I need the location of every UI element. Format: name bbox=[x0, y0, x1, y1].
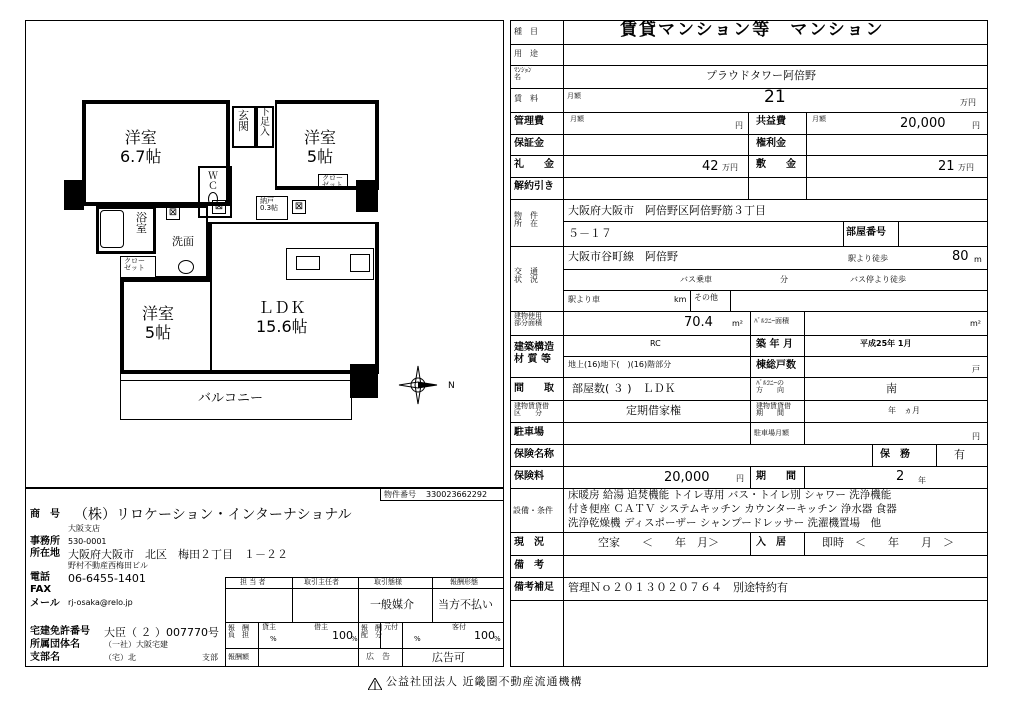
pillar bbox=[64, 180, 84, 210]
rent-label: 賃 料 bbox=[514, 94, 538, 103]
guarantor-req-label: 保 務 bbox=[880, 449, 910, 460]
ad-label: 広 告 bbox=[366, 652, 390, 661]
renter-pct: 100 bbox=[332, 629, 353, 642]
kyakuzuke-pct-sign: % bbox=[494, 635, 501, 643]
tel-label: 電話 bbox=[30, 572, 50, 583]
walk-unit: m bbox=[974, 255, 982, 264]
association-logo-icon bbox=[368, 675, 382, 687]
bus-min: 分 bbox=[780, 275, 788, 284]
parking-fee-label: 駐車場月額 bbox=[754, 429, 789, 437]
washroom-label: 洗面 bbox=[172, 235, 194, 248]
type-label: 種 目 bbox=[514, 27, 538, 36]
bath-label: 浴 室 bbox=[136, 211, 147, 235]
balcony-area-label: ﾊﾞﾙｺﾆｰ面積 bbox=[754, 317, 789, 325]
remarks2: 管理Ｎｏ２０１３０２０７６４ 別途特約有 bbox=[568, 581, 788, 594]
address-2: 野村不動産西梅田ビル bbox=[68, 561, 148, 570]
fax-label: FAX bbox=[30, 584, 52, 595]
washbasin-icon bbox=[178, 260, 194, 274]
rent-unit: 万円 bbox=[960, 98, 976, 107]
renter-pct-sign: % bbox=[351, 635, 358, 643]
car-unit: km bbox=[674, 295, 687, 304]
address-1: 大阪府大阪市 北区 梅田２丁目 １－２２ bbox=[68, 548, 288, 561]
tel[interactable]: 06-6455-1401 bbox=[68, 572, 146, 585]
insurance-label: 保険料 bbox=[514, 471, 544, 482]
room-label-2: 洋室 5帖 bbox=[304, 128, 337, 167]
lease-period: 年 ヵ月 bbox=[888, 406, 920, 415]
compass-n: N bbox=[448, 381, 455, 391]
insurance-unit: 円 bbox=[736, 474, 744, 483]
units-unit: 戸 bbox=[972, 365, 980, 374]
kyakuzuke-label: 客付 bbox=[452, 623, 466, 631]
period-unit: 年 bbox=[918, 476, 926, 485]
mgmt-label: 管理費 bbox=[514, 116, 544, 127]
reward: 当方不払い bbox=[438, 598, 493, 611]
insurance: 20,000 bbox=[664, 470, 710, 485]
walk: 80 bbox=[952, 249, 969, 264]
status: 空家 ＜ 年 月＞ bbox=[598, 536, 719, 549]
layout-label: 間 取 bbox=[514, 383, 554, 394]
common-monthly: 月額 bbox=[812, 115, 826, 123]
rent: 21 bbox=[764, 87, 786, 107]
pillar bbox=[356, 180, 378, 212]
vent-icon: ⊠ bbox=[292, 200, 306, 214]
transit-label: 交 通 状 況 bbox=[514, 267, 538, 284]
car-label: 駅より車 bbox=[568, 295, 600, 304]
location-1: 大阪府大阪市 阿倍野区阿倍野筋３丁目 bbox=[568, 204, 766, 217]
room-no-label: 部屋番号 bbox=[846, 227, 886, 238]
vent-icon: ⊠ bbox=[212, 200, 226, 214]
fee-label: 報酬額 bbox=[228, 653, 249, 661]
bus-label: バス乗車 bbox=[680, 275, 712, 284]
shikikin: 21 bbox=[938, 159, 955, 174]
mgmt-unit: 円 bbox=[735, 121, 743, 130]
manager-label: 取引主任者 bbox=[304, 578, 339, 586]
closet2-label: クロー ゼット bbox=[322, 174, 343, 189]
storage-label: 納戸 0.3帖 bbox=[260, 197, 279, 212]
reikin-label: 礼 金 bbox=[514, 159, 554, 170]
address-label: 所在地 bbox=[30, 548, 60, 559]
deal-type-label: 取引態様 bbox=[374, 578, 402, 586]
remarks-label: 備 考 bbox=[514, 560, 544, 571]
dist-label: 報 酬 配 分 bbox=[361, 624, 382, 639]
building-name: プラウドタワー阿倍野 bbox=[706, 69, 816, 82]
area: 70.4 bbox=[684, 315, 713, 330]
name-label: ﾏﾝｼｮﾝ 名 bbox=[514, 66, 532, 81]
period-label: 期 間 bbox=[756, 471, 796, 482]
deal-type: 一般媒介 bbox=[370, 598, 414, 611]
line: 大阪市谷町線 阿倍野 bbox=[568, 250, 678, 263]
assoc-label: 所属団体名 bbox=[30, 639, 80, 650]
postal: 530-0001 bbox=[68, 537, 107, 546]
reward-label: 報酬形態 bbox=[450, 578, 478, 586]
facilities-3: 洗浄乾燥機 ディスポーザー シャンプードレッサー 洗濯機置場 他 bbox=[568, 517, 882, 529]
remarks2-label: 備考補足 bbox=[514, 582, 554, 593]
wc-label: Ｗ Ｃ bbox=[208, 171, 218, 192]
lender-label: 貸主 bbox=[262, 623, 276, 631]
structure: RC bbox=[650, 339, 661, 348]
balcony-area-unit: m² bbox=[970, 319, 981, 328]
branch: 大阪支店 bbox=[68, 524, 100, 533]
ldk-label: ＬＤＫ 15.6帖 bbox=[256, 298, 308, 337]
property-no: 330023662292 bbox=[426, 490, 488, 499]
shikikin-label: 敷 金 bbox=[756, 159, 796, 170]
renter-label: 借主 bbox=[314, 623, 328, 631]
getabako-label: 下 足 入 bbox=[260, 107, 270, 138]
ad-value: 広告可 bbox=[432, 651, 465, 664]
facilities-label: 設備・条件 bbox=[513, 506, 553, 515]
guarantor-req: 有 bbox=[954, 448, 965, 461]
movein-label: 入 居 bbox=[756, 537, 786, 548]
motozuke-pct: % bbox=[414, 635, 421, 643]
type: 賃貸マンション等 マンション bbox=[620, 20, 885, 40]
closet1-label: クロー ゼット bbox=[124, 257, 145, 272]
license: 大臣（ ２ ）007770号 bbox=[104, 626, 219, 639]
floorplan bbox=[60, 88, 390, 428]
trade-name: （株）リロケーション・インターナショナル bbox=[74, 507, 352, 523]
room-label-1: 洋室 6.7帖 bbox=[120, 128, 162, 167]
kitchen-sink bbox=[296, 256, 320, 270]
other-label: その他 bbox=[694, 293, 718, 302]
property-no-label: 物件番号 bbox=[384, 490, 416, 499]
facilities-2: 付き便座 ＣＡＴＶ システムキッチン カウンターキッチン 浄水器 食器 bbox=[568, 503, 897, 515]
deposit-label: 保証金 bbox=[514, 138, 544, 149]
location-2: ５－１７ bbox=[568, 227, 612, 240]
trade-name-label: 商 号 bbox=[30, 509, 60, 520]
use-label: 用 途 bbox=[514, 49, 538, 58]
footer: 公益社団法人 近畿圏不動産流通機構 bbox=[386, 675, 583, 688]
assoc: （一社）大阪宅建 bbox=[104, 640, 168, 649]
kenrikin-label: 権利金 bbox=[756, 138, 786, 149]
lease-type: 定期借家権 bbox=[626, 404, 681, 417]
pillar bbox=[350, 364, 378, 398]
kyakuzuke-pct: 100 bbox=[474, 629, 495, 642]
genkan-label: 玄 関 bbox=[238, 109, 249, 133]
compass-icon bbox=[396, 360, 446, 410]
lease-period-label: 建物賃貸借 期 間 bbox=[756, 402, 791, 417]
reikin: 42 bbox=[702, 159, 719, 174]
guarantor-label: 保険名称 bbox=[514, 449, 554, 460]
area-label: 建物使用 部分面積 bbox=[514, 312, 542, 327]
branch-name: （宅）北 bbox=[104, 653, 136, 662]
bus-walk-label: バス停より徒歩 bbox=[850, 275, 906, 284]
movein: 即時 ＜ 年 月 ＞ bbox=[822, 536, 954, 549]
reward-share-label: 報 酬 負 担 bbox=[228, 624, 249, 639]
mail[interactable]: rj-osaka@relo.jp bbox=[68, 598, 133, 607]
branch-name-label: 支部名 bbox=[30, 652, 60, 663]
common-label: 共益費 bbox=[756, 116, 786, 127]
lender-pct: % bbox=[270, 635, 277, 643]
kaiyaku-label: 解約引き bbox=[514, 181, 554, 192]
shikikin-unit: 万円 bbox=[958, 163, 974, 172]
stove bbox=[350, 254, 370, 272]
branch-suffix: 支部 bbox=[202, 653, 218, 662]
walk-label: 駅より徒歩 bbox=[848, 254, 888, 263]
common-unit: 円 bbox=[972, 121, 980, 130]
room-label-3: 洋室 5帖 bbox=[142, 304, 175, 343]
toilet-icon bbox=[208, 192, 218, 206]
lease-type-label: 建物賃貸借 区 分 bbox=[514, 402, 549, 417]
staff-label: 担 当 者 bbox=[240, 578, 266, 586]
layout: 部屋数( ３ ) ＬＤＫ bbox=[572, 382, 676, 395]
location-label: 物 件 所 在 bbox=[514, 211, 538, 228]
balcony-label: バルコニー bbox=[198, 391, 264, 406]
structure-label: 建築構造 材 質 等 bbox=[514, 342, 554, 365]
common: 20,000 bbox=[900, 116, 946, 131]
parking-fee-unit: 円 bbox=[972, 432, 980, 441]
reikin-unit: 万円 bbox=[722, 163, 738, 172]
built: 平成25年 1月 bbox=[860, 339, 912, 348]
mgmt-monthly: 月額 bbox=[570, 115, 584, 123]
office-label: 事務所 bbox=[30, 536, 60, 547]
bathtub bbox=[100, 210, 124, 248]
motozuke-label: 元付 bbox=[384, 623, 398, 631]
parking-label: 駐車場 bbox=[514, 427, 544, 438]
units-label: 棟総戸数 bbox=[756, 360, 796, 371]
balcony-dir: 南 bbox=[886, 382, 897, 395]
floors: 地上(16)地下( )(16)階部分 bbox=[568, 360, 672, 369]
balcony-dir-label: ﾊﾞﾙｺﾆｰの 方 向 bbox=[756, 379, 784, 394]
vent-icon: ⊠ bbox=[166, 206, 180, 220]
status-label: 現 況 bbox=[514, 537, 544, 548]
rent-monthly: 月額 bbox=[567, 92, 581, 100]
area-unit: m² bbox=[732, 319, 743, 328]
facilities-1: 床暖房 給湯 追焚機能 トイレ専用 バス・トイレ別 シャワー 洗浄機能 bbox=[568, 489, 892, 501]
period: 2 bbox=[896, 469, 905, 484]
built-label: 築 年 月 bbox=[756, 339, 793, 350]
license-label: 宅建免許番号 bbox=[30, 626, 90, 637]
mail-label: メール bbox=[30, 598, 60, 609]
